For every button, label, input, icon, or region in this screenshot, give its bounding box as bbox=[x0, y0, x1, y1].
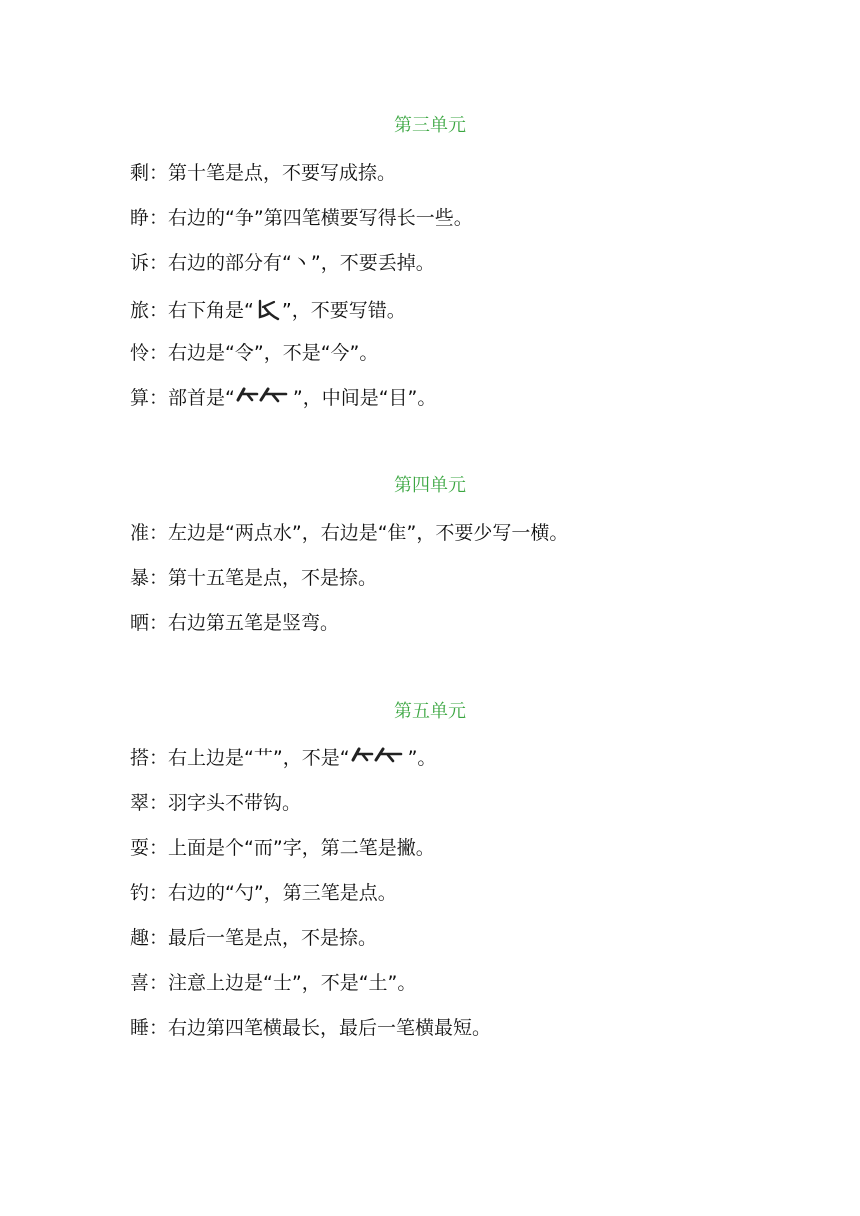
entry-pre: 部首是“ bbox=[168, 387, 235, 409]
entry-post: ”，不要写错。 bbox=[281, 299, 406, 322]
radical-image-icon bbox=[254, 297, 282, 325]
entry-lv bbox=[130, 297, 406, 325]
entry-sep: ： bbox=[149, 927, 169, 949]
entry-lian bbox=[130, 340, 378, 366]
entry-char: 算 bbox=[130, 387, 150, 409]
entry-char: 准 bbox=[130, 522, 150, 544]
entry-sep: ： bbox=[149, 387, 169, 409]
entry-post: ”，中间是“目”。 bbox=[292, 387, 437, 409]
entry-text: 右边的部分有“丶”，不要丢掉。 bbox=[168, 252, 435, 274]
bamboo-radical-icon bbox=[350, 746, 408, 772]
entry-sep: ： bbox=[149, 882, 169, 904]
entry-sep: ： bbox=[149, 567, 169, 589]
entry-shai bbox=[130, 610, 339, 636]
entry-post: ”。 bbox=[407, 747, 437, 769]
entry-pre: 右下角是“ bbox=[168, 299, 254, 322]
entry-text: 右边的“争”第四笔横要写得长一些。 bbox=[168, 207, 473, 229]
entry-char: 晒 bbox=[130, 612, 150, 634]
entry-text: 右边第五笔是竖弯。 bbox=[168, 612, 340, 634]
entry-char: 暴 bbox=[130, 567, 150, 589]
entry-cui bbox=[130, 790, 301, 816]
entry-text: 左边是“两点水”，右边是“隹”，不要少写一横。 bbox=[168, 522, 569, 544]
entry-sep: ： bbox=[149, 207, 169, 229]
entry-da bbox=[130, 745, 436, 772]
entry-char: 喜 bbox=[130, 972, 150, 994]
entry-shui bbox=[130, 1015, 491, 1041]
entry-char: 剩 bbox=[130, 162, 150, 184]
entry-sheng bbox=[130, 160, 396, 186]
entry-sep: ： bbox=[149, 299, 169, 322]
entry-text: 右边的“勺”，第三笔是点。 bbox=[168, 882, 397, 904]
entry-sep: ： bbox=[149, 972, 169, 994]
entry-pre: 右上边是“艹”，不是“ bbox=[168, 747, 350, 769]
entry-su bbox=[130, 250, 435, 276]
entry-zheng bbox=[130, 205, 473, 231]
entry-sep: ： bbox=[149, 342, 169, 364]
entry-char: 旅 bbox=[130, 299, 150, 322]
bamboo-radical-icon bbox=[235, 386, 293, 412]
entry-text: 第十五笔是点，不是捺。 bbox=[168, 567, 378, 589]
entry-zhun bbox=[130, 520, 568, 546]
entry-sep: ： bbox=[149, 747, 169, 769]
entry-char: 耍 bbox=[130, 837, 150, 859]
entry-text: 第十笔是点，不要写成捺。 bbox=[168, 162, 397, 184]
entry-suan bbox=[130, 385, 436, 412]
entry-sep: ： bbox=[149, 837, 169, 859]
entry-sep: ： bbox=[149, 522, 169, 544]
section-title-unit-3: 第三单元 bbox=[394, 115, 466, 136]
entry-text: 右边是“令”，不是“今”。 bbox=[168, 342, 379, 364]
entry-char: 翠 bbox=[130, 792, 150, 814]
entry-char: 睡 bbox=[130, 1017, 150, 1039]
entry-sep: ： bbox=[149, 252, 169, 274]
entry-shua bbox=[130, 835, 435, 861]
entry-char: 搭 bbox=[130, 747, 150, 769]
entry-char: 趣 bbox=[130, 927, 150, 949]
entry-text: 右边第四笔横最长，最后一笔横最短。 bbox=[168, 1017, 492, 1039]
entry-text: 羽字头不带钩。 bbox=[168, 792, 302, 814]
entry-qu bbox=[130, 925, 377, 951]
entry-xi bbox=[130, 970, 416, 996]
entry-text: 上面是个“而”字，第二笔是撇。 bbox=[168, 837, 435, 859]
entry-sep: ： bbox=[149, 1017, 169, 1039]
entry-sep: ： bbox=[149, 792, 169, 814]
section-title-unit-4: 第四单元 bbox=[394, 475, 466, 496]
entry-char: 诉 bbox=[130, 252, 150, 274]
section-title-unit-5: 第五单元 bbox=[394, 701, 466, 722]
entry-sep: ： bbox=[149, 162, 169, 184]
entry-bao bbox=[130, 565, 377, 591]
entry-diao bbox=[130, 880, 397, 906]
entry-sep: ： bbox=[149, 612, 169, 634]
entry-char: 睁 bbox=[130, 207, 150, 229]
entry-char: 钓 bbox=[130, 882, 150, 904]
entry-text: 注意上边是“士”，不是“土”。 bbox=[168, 972, 417, 994]
entry-text: 最后一笔是点，不是捺。 bbox=[168, 927, 378, 949]
entry-char: 怜 bbox=[130, 342, 150, 364]
